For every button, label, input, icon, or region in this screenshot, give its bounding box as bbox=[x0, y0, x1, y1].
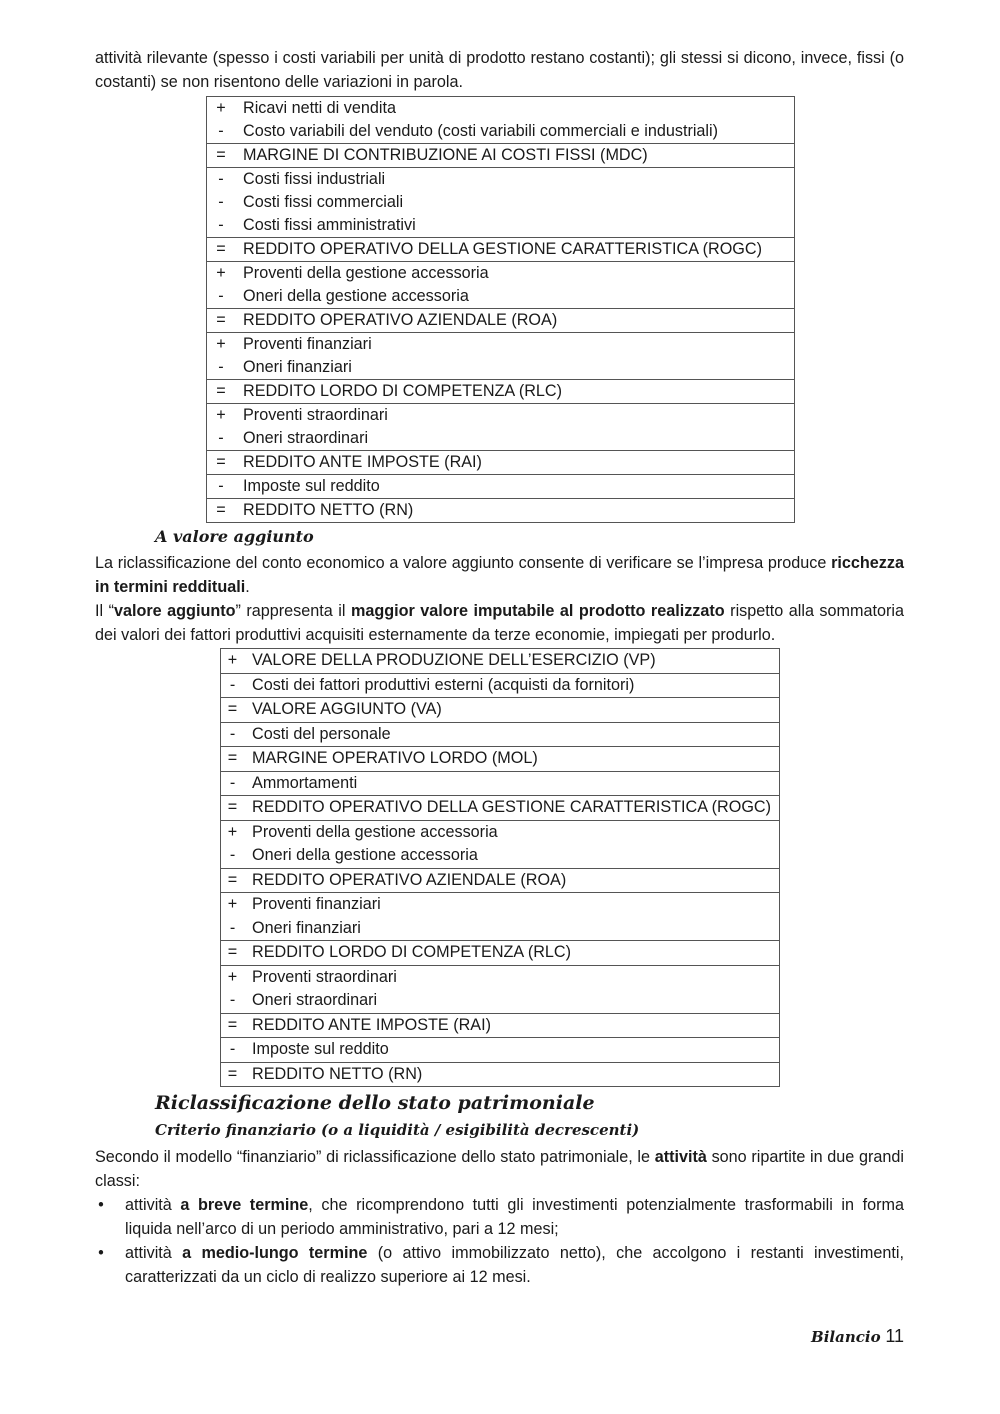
operator-cell: - bbox=[229, 1040, 236, 1058]
table-row-group bbox=[207, 168, 795, 238]
value-added-heading: A valore aggiunto bbox=[155, 527, 314, 546]
table-row bbox=[221, 989, 780, 1013]
value-added-paragraph-1: La riclassificazione del conto economico a valore aggiunto consente di verificare se l’impresa produce ricchezza in termini reddituali. bbox=[95, 554, 904, 596]
table-row bbox=[221, 868, 780, 893]
table-row-group bbox=[221, 722, 780, 747]
table-row bbox=[207, 404, 795, 428]
table-row bbox=[221, 747, 780, 772]
operator-cell: - bbox=[218, 170, 224, 188]
item-cell: REDDITO OPERATIVO DELLA GESTIONE CARATTERISTICA (ROGC) bbox=[252, 798, 771, 816]
table-row-group bbox=[221, 698, 780, 723]
table-row-group bbox=[221, 965, 780, 1013]
operator-cell: - bbox=[218, 477, 224, 495]
item-cell: REDDITO LORDO DI COMPETENZA (RLC) bbox=[243, 382, 562, 400]
table-row bbox=[221, 1062, 780, 1087]
table-row-group bbox=[207, 97, 795, 144]
operator-cell: = bbox=[227, 1015, 238, 1034]
table-row-group bbox=[207, 475, 795, 499]
item-cell: REDDITO OPERATIVO DELLA GESTIONE CARATTERISTICA (ROGC) bbox=[243, 240, 762, 258]
table-row bbox=[221, 893, 780, 917]
financial-criterion-heading: Criterio finanziario (o a liquidità / esigibilità decrescenti) bbox=[155, 1121, 640, 1139]
table-row-group bbox=[221, 868, 780, 893]
item-cell: Costo variabili del venduto (costi variabili commerciali e industriali) bbox=[243, 122, 719, 140]
table-row bbox=[221, 673, 780, 698]
table-row bbox=[221, 965, 780, 989]
operator-cell: - bbox=[229, 918, 236, 937]
operator-cell: = bbox=[227, 749, 238, 767]
table-row-group bbox=[221, 893, 780, 941]
item-cell: Proventi della gestione accessoria bbox=[243, 264, 489, 282]
operator-cell: + bbox=[227, 651, 238, 669]
item-cell: Oneri straordinari bbox=[252, 991, 378, 1009]
item-cell: Oneri della gestione accessoria bbox=[252, 846, 478, 864]
item-cell: Oneri finanziari bbox=[243, 358, 352, 376]
operator-cell: - bbox=[229, 724, 236, 743]
table-row-group bbox=[207, 404, 795, 451]
operator-cell: = bbox=[227, 700, 238, 718]
table-row bbox=[207, 120, 795, 144]
table-row bbox=[221, 820, 780, 844]
table-row bbox=[221, 722, 780, 747]
table-row bbox=[207, 168, 795, 192]
operator-cell: + bbox=[216, 335, 226, 353]
table-row bbox=[207, 451, 795, 475]
operator-cell: = bbox=[216, 501, 226, 519]
table-row-group bbox=[221, 1038, 780, 1063]
table-row bbox=[207, 238, 795, 262]
document-page bbox=[95, 46, 904, 1289]
operator-cell: = bbox=[227, 798, 238, 816]
table-row bbox=[207, 427, 795, 451]
table-row bbox=[221, 649, 780, 674]
income-statement-cost-table bbox=[206, 96, 795, 523]
item-cell: Costi fissi amministrativi bbox=[243, 216, 416, 234]
table-row-group bbox=[221, 747, 780, 772]
operator-cell: - bbox=[218, 287, 224, 305]
operator-cell: = bbox=[216, 311, 226, 329]
table-row-group bbox=[207, 499, 795, 523]
operator-cell: + bbox=[227, 822, 238, 841]
table-row-group bbox=[207, 451, 795, 475]
table-row-group bbox=[207, 144, 795, 168]
intro-paragraph: attività rilevante (spesso i costi variabili per unità di prodotto restano costanti); gli stessi si dicono, invece, fissi (o costanti) se non risentono delle variazioni in parola. bbox=[95, 49, 904, 91]
operator-cell: + bbox=[216, 99, 226, 117]
item-cell: REDDITO NETTO (RN) bbox=[252, 1064, 423, 1083]
item-cell: Oneri finanziari bbox=[252, 918, 361, 937]
table-row bbox=[207, 309, 795, 333]
bullet-icon: • bbox=[98, 1244, 104, 1262]
table-row-group bbox=[221, 649, 780, 674]
operator-cell: - bbox=[218, 429, 224, 447]
table-row bbox=[221, 917, 780, 941]
item-cell: Proventi della gestione accessoria bbox=[252, 822, 498, 841]
operator-cell: - bbox=[218, 358, 224, 376]
operator-cell: + bbox=[216, 406, 226, 424]
item-cell: Imposte sul reddito bbox=[243, 477, 380, 495]
balance-sheet-paragraph: Secondo il modello “finanziario” di riclassificazione dello stato patrimoniale, le attività sono ripartite in due grandi classi: bbox=[95, 1148, 904, 1190]
operator-cell: = bbox=[216, 240, 226, 258]
table-row bbox=[221, 844, 780, 868]
table-row-group bbox=[207, 262, 795, 309]
item-cell: Proventi finanziari bbox=[252, 895, 381, 913]
table-row bbox=[207, 97, 795, 121]
item-cell: Proventi straordinari bbox=[252, 967, 397, 986]
operator-cell: + bbox=[227, 895, 238, 913]
item-cell: Oneri della gestione accessoria bbox=[243, 287, 469, 305]
operator-cell: - bbox=[229, 846, 236, 864]
item-cell: MARGINE OPERATIVO LORDO (MOL) bbox=[252, 749, 538, 767]
table-row bbox=[207, 262, 795, 286]
item-cell: Costi fissi commerciali bbox=[243, 193, 404, 211]
table-row bbox=[221, 796, 780, 821]
item-cell: Costi dei fattori produttivi esterni (acquisti da fornitori) bbox=[252, 675, 635, 694]
item-cell: VALORE DELLA PRODUZIONE DELL’ESERCIZIO (VP) bbox=[252, 651, 656, 669]
table-row-group bbox=[221, 1013, 780, 1038]
table-row bbox=[221, 771, 780, 796]
item-cell: REDDITO OPERATIVO AZIENDALE (ROA) bbox=[243, 311, 558, 329]
item-cell: REDDITO ANTE IMPOSTE (RAI) bbox=[243, 453, 482, 471]
footer-label: Bilancio bbox=[811, 1328, 881, 1346]
operator-cell: = bbox=[227, 1064, 238, 1083]
table-row bbox=[221, 1013, 780, 1038]
item-cell: Proventi finanziari bbox=[243, 335, 372, 353]
operator-cell: = bbox=[216, 382, 226, 400]
operator-cell: - bbox=[229, 675, 236, 694]
table-row bbox=[207, 333, 795, 357]
item-cell: REDDITO LORDO DI COMPETENZA (RLC) bbox=[252, 943, 571, 961]
table-row bbox=[207, 356, 795, 380]
table-row-group bbox=[221, 673, 780, 698]
item-cell: Costi fissi industriali bbox=[243, 170, 386, 188]
table-row bbox=[221, 698, 780, 723]
operator-cell: = bbox=[227, 870, 238, 889]
table-row bbox=[207, 191, 795, 214]
table-row bbox=[207, 214, 795, 238]
table-row-group bbox=[207, 238, 795, 262]
asset-classes-list bbox=[95, 1193, 904, 1289]
operator-cell: = bbox=[227, 943, 238, 961]
operator-cell: - bbox=[218, 216, 224, 234]
table-row bbox=[221, 941, 780, 966]
list-item: • attività a breve termine, che ricomprendono tutti gli investimenti potenzialmente trasformabili in forma liquida nell’arco di un periodo amministrativo, pari a 12 mesi; bbox=[95, 1193, 904, 1241]
list-item: • attività a medio-lungo termine (o attivo immobilizzato netto), che accolgono i restanti investimenti, caratterizzati da un ciclo di realizzo superiore ai 12 mesi. bbox=[95, 1241, 904, 1289]
item-cell: MARGINE DI CONTRIBUZIONE AI COSTI FISSI (MDC) bbox=[243, 146, 648, 164]
table-row-group bbox=[221, 1062, 780, 1087]
item-cell: Ricavi netti di vendita bbox=[243, 99, 396, 117]
item-cell: Costi del personale bbox=[252, 724, 391, 743]
balance-sheet-heading: Riclassificazione dello stato patrimoniale bbox=[155, 1092, 595, 1114]
operator-cell: - bbox=[218, 122, 224, 140]
page-number: 11 bbox=[885, 1326, 904, 1346]
value-added-paragraph-2: Il “valore aggiunto” rappresenta il maggior valore imputabile al prodotto realizzato rispetto alla sommatoria dei valori dei fattori produttivi acquisiti esternamente da terze economie, impiegati per produrlo. bbox=[95, 602, 904, 644]
item-cell: REDDITO OPERATIVO AZIENDALE (ROA) bbox=[252, 870, 567, 889]
table-row-group bbox=[207, 333, 795, 380]
bullet-icon: • bbox=[98, 1196, 104, 1214]
item-cell: REDDITO ANTE IMPOSTE (RAI) bbox=[252, 1015, 491, 1034]
table-row-group bbox=[207, 380, 795, 404]
table-row bbox=[207, 285, 795, 309]
operator-cell: = bbox=[216, 146, 226, 164]
item-cell: Ammortamenti bbox=[252, 773, 358, 792]
operator-cell: - bbox=[229, 773, 236, 792]
item-cell: VALORE AGGIUNTO (VA) bbox=[252, 700, 442, 718]
table-row bbox=[207, 499, 795, 523]
item-cell: REDDITO NETTO (RN) bbox=[243, 501, 414, 519]
operator-cell: + bbox=[216, 264, 226, 282]
operator-cell: + bbox=[227, 967, 238, 986]
table-row-group bbox=[221, 820, 780, 868]
operator-cell: - bbox=[229, 991, 236, 1009]
item-cell: Proventi straordinari bbox=[243, 406, 388, 424]
table-row bbox=[207, 380, 795, 404]
table-row bbox=[207, 144, 795, 168]
operator-cell: = bbox=[216, 453, 226, 471]
item-cell: Imposte sul reddito bbox=[252, 1040, 389, 1058]
table-row-group bbox=[221, 771, 780, 796]
table-row-group bbox=[221, 941, 780, 966]
page-footer bbox=[811, 1326, 904, 1347]
table-row-group bbox=[207, 309, 795, 333]
table-row bbox=[221, 1038, 780, 1063]
operator-cell: - bbox=[218, 193, 224, 211]
table-row bbox=[207, 475, 795, 499]
table-row-group bbox=[221, 796, 780, 821]
item-cell: Oneri straordinari bbox=[243, 429, 369, 447]
value-added-table bbox=[220, 648, 780, 1087]
